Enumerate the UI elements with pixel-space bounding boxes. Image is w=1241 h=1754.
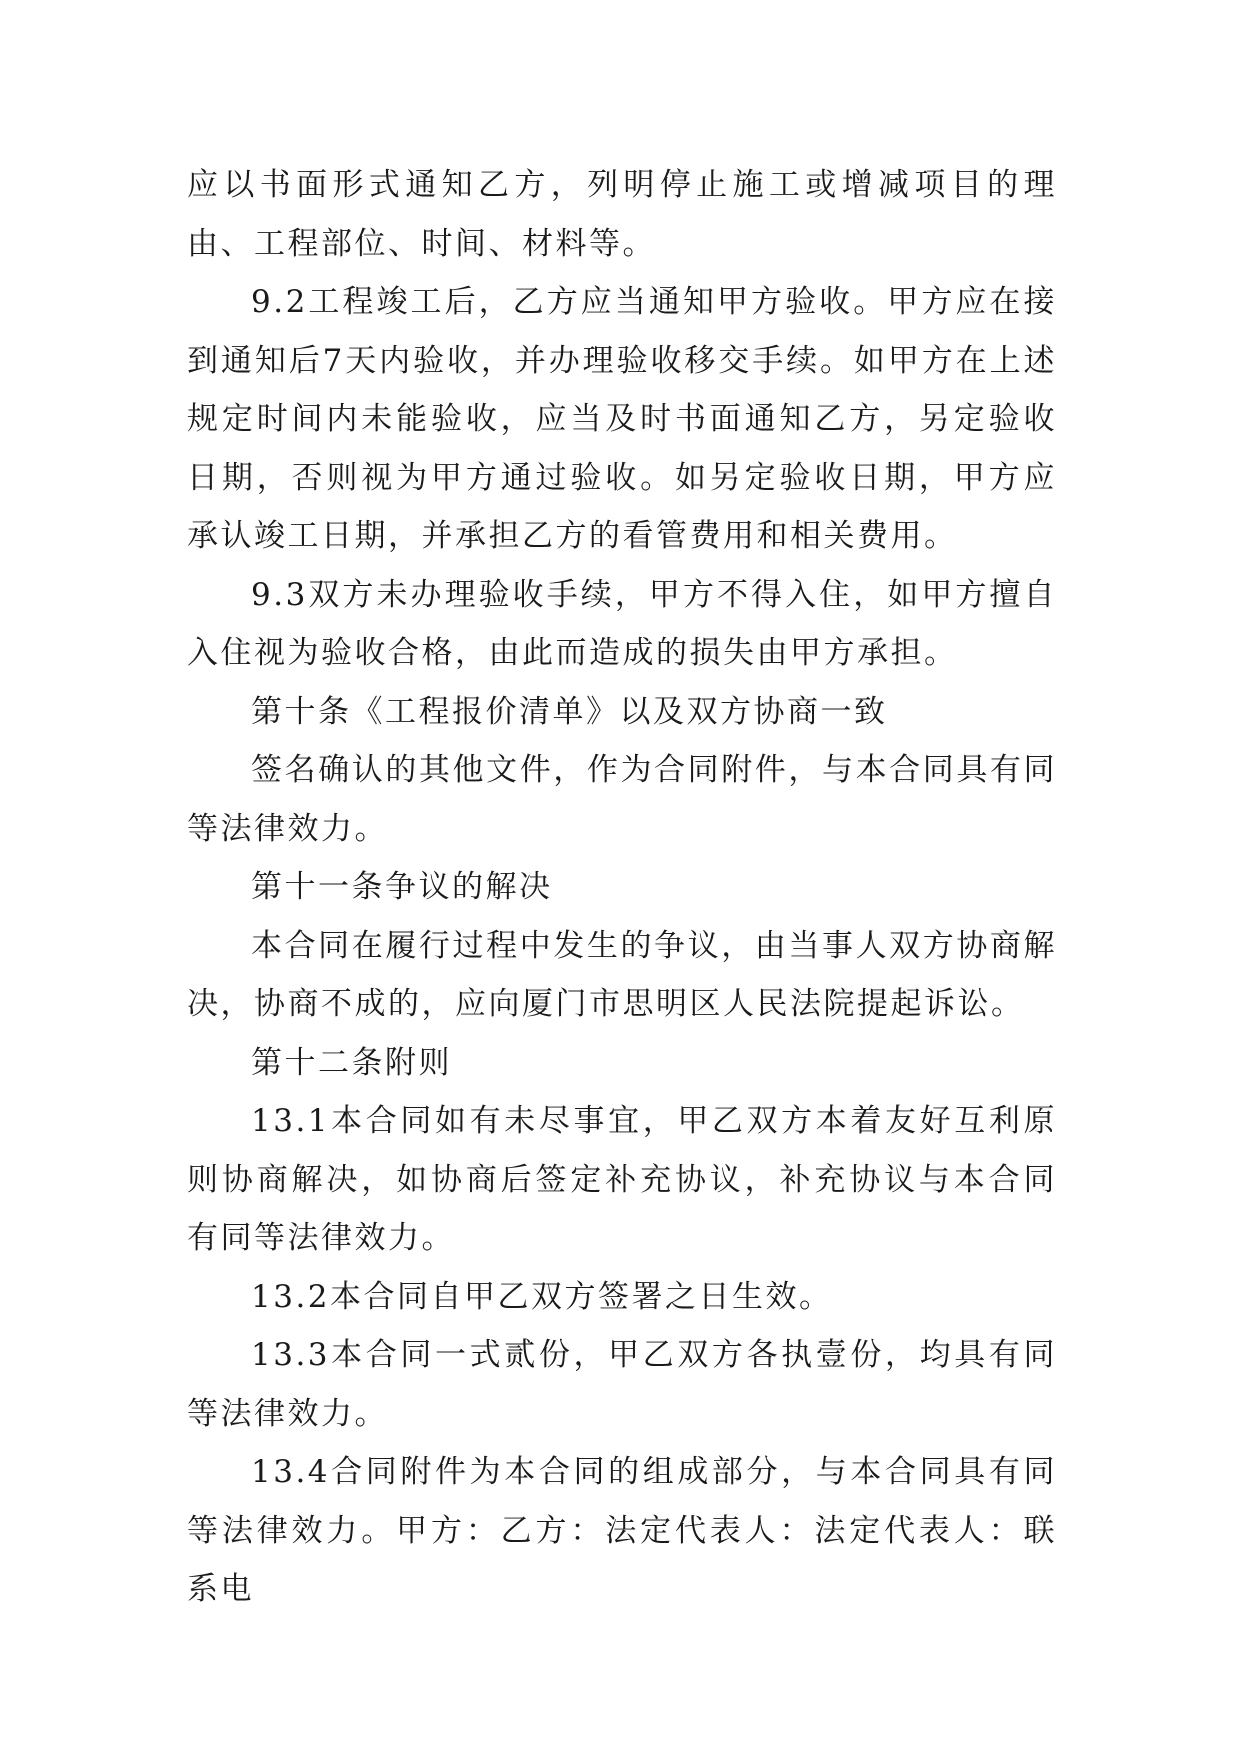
paragraph-clause-9-2: 9.2工程竣工后，乙方应当通知甲方验收。甲方应在接到通知后7天内验收，并办理验收移交手续。如甲方在上述规定时间内未能验收，应当及时书面通知乙方，另定验收日期，否则视为甲方通过验收。如另定验收日期，甲方应承认竣工日期，并承担乙方的看管费用和相关费用。	[187, 284, 1057, 554]
heading-article-11: 第十一条争议的解决	[251, 869, 553, 905]
paragraph-clause-13-1: 13.1本合同如有未尽事宜，甲乙双方本着友好互利原则协商解决，如协商后签定补充协议，补充协议与本合同有同等法律效力。	[187, 1103, 1057, 1256]
paragraph-article-10-body: 签名确认的其他文件，作为合同附件，与本合同具有同等法律效力。	[187, 752, 1057, 847]
paragraph-clause-13-2: 13.2本合同自甲乙双方签署之日生效。	[251, 1278, 833, 1315]
paragraph-clause-13-4: 13.4合同附件为本合同的组成部分，与本合同具有同等法律效力。甲方：乙方：法定代表人：法定代表人：联系电	[187, 1454, 1057, 1607]
document-body	[187, 156, 1057, 1619]
heading-article-12: 第十二条附则	[251, 1044, 452, 1081]
paragraph-clause-9-3: 9.3双方未办理验收手续，甲方不得入住，如甲方擅自入住视为验收合格，由此而造成的损失由甲方承担。	[187, 576, 1057, 671]
paragraph-notice-continuation: 应以书面形式通知乙方，列明停止施工或增减项目的理由、工程部位、时间、材料等。	[187, 167, 1057, 262]
paragraph-clause-13-3: 13.3本合同一式贰份，甲乙双方各执壹份，均具有同等法律效力。	[187, 1337, 1057, 1432]
paragraph-article-11-body: 本合同在履行过程中发生的争议，由当事人双方协商解决，协商不成的，应向厦门市思明区人民法院提起诉讼。	[187, 927, 1057, 1022]
heading-article-10: 第十条《工程报价清单》以及双方协商一致	[251, 693, 888, 730]
